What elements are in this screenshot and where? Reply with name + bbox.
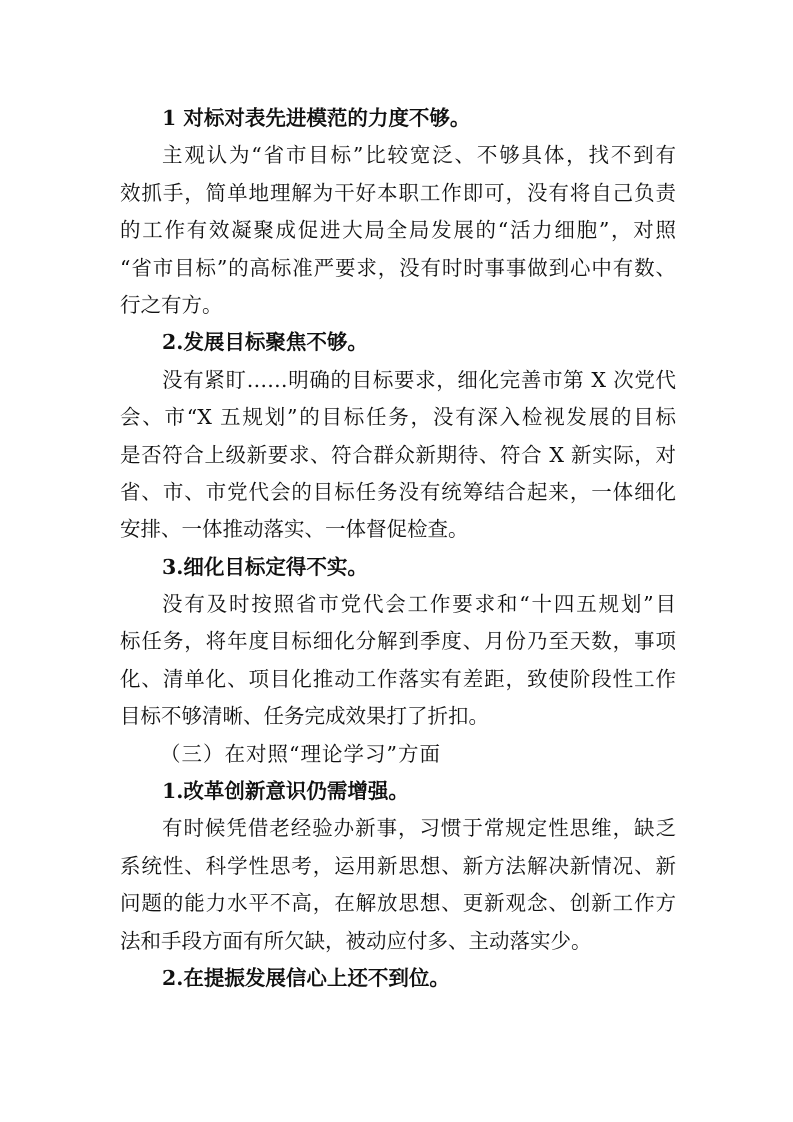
paragraph <box>120 362 676 549</box>
paragraph-line: 没有紧盯……明确的目标要求，细化完善市第 X 次党代 <box>162 367 676 392</box>
paragraph-line: “省市目标”的高标准严要求，没有时时事事做到心中有数、 <box>120 255 676 280</box>
paragraph-line: 会、市“X 五规划”的目标任务，没有深入检视发展的目标 <box>120 405 676 430</box>
paragraph-line: 安排、一体推动落实、一体督促检查。 <box>120 517 469 542</box>
paragraph-line: 行之有方。 <box>120 292 223 317</box>
paragraph-line: 化、清单化、项目化推动工作落实有差距，致使阶段性工作 <box>120 666 676 691</box>
paragraph <box>120 586 676 736</box>
paragraph-line: 法和手段方面有所欠缺，被动应付多、主动落实少。 <box>120 928 592 953</box>
paragraph <box>120 810 676 960</box>
paragraph-line: 省、市、市党代会的目标任务没有统筹结合起来，一体细化 <box>120 479 676 504</box>
item-heading: 3.细化目标定得不实。 <box>162 554 368 579</box>
paragraph-line: 目标不够清晰、任务完成效果打了折扣。 <box>120 704 489 729</box>
paragraph-line: 是否符合上级新要求、符合群众新期待、符合 X 新实际，对 <box>120 442 676 467</box>
section-heading: （三）在对照“理论学习”方面 <box>160 741 441 766</box>
paragraph-line: 的工作有效凝聚成促进大局全局发展的“活力细胞”，对照 <box>120 218 676 243</box>
paragraph-line: 有时候凭借老经验办新事，习惯于常规定性思维，缺乏 <box>162 816 676 841</box>
item-heading: 2.在提振发展信心上还不到位。 <box>162 965 450 990</box>
paragraph-line: 标任务，将年度目标细化分解到季度、月份乃至天数，事项 <box>120 629 676 654</box>
item-heading: 1 对标对表先进模范的力度不够。 <box>162 106 471 130</box>
paragraph-line: 没有及时按照省市党代会工作要求和“十四五规划”目 <box>162 592 676 617</box>
paragraph <box>120 137 676 324</box>
paragraph-line: 系统性、科学性思考，运用新思想、新方法解决新情况、新 <box>120 853 676 878</box>
item-heading: 2.发展目标聚焦不够。 <box>162 330 368 355</box>
paragraph-line: 问题的能力水平不高，在解放思想、更新观念、创新工作方 <box>120 891 676 916</box>
document-page <box>120 100 676 997</box>
paragraph-line: 效抓手，简单地理解为干好本职工作即可，没有将自己负责 <box>120 180 676 205</box>
item-heading: 1.改革创新意识仍需增强。 <box>162 779 409 804</box>
paragraph-line: 主观认为“省市目标”比较宽泛、不够具体，找不到有 <box>162 143 676 168</box>
